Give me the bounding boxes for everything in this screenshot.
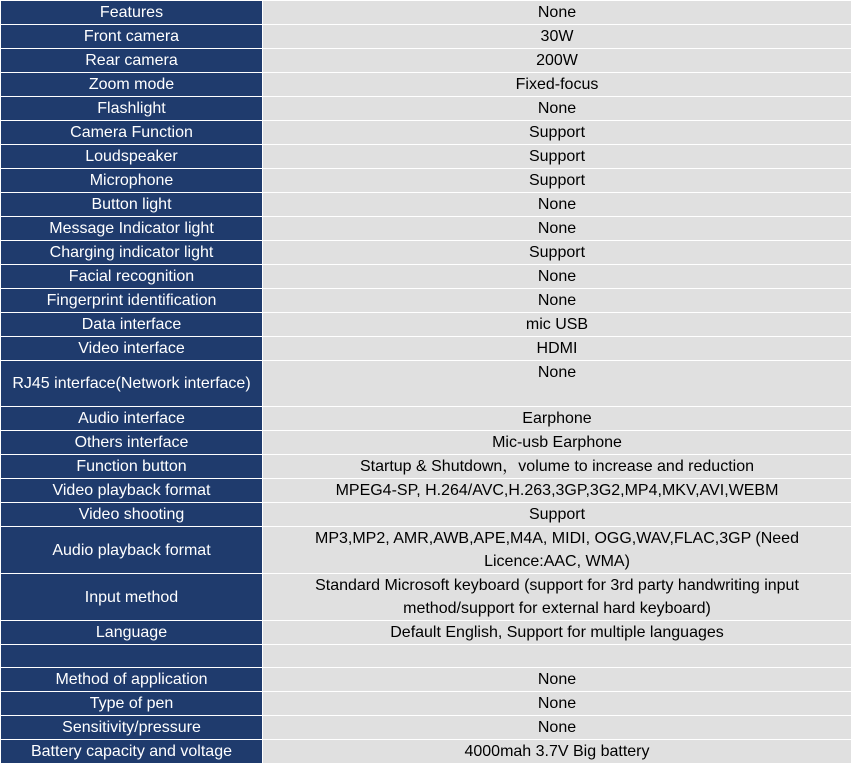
spec-label: Video shooting [1, 503, 263, 527]
spec-label: Data interface [1, 313, 263, 337]
spec-label: Button light [1, 193, 263, 217]
spec-label: Function button [1, 455, 263, 479]
spec-value: Standard Microsoft keyboard (support for 3rd party handwriting input method/support for external hard keyboard) [263, 574, 851, 621]
spec-value: 200W [263, 49, 851, 73]
table-row [1, 73, 851, 97]
spec-value: MP3,MP2, AMR,AWB,APE,M4A, MIDI, OGG,WAV,FLAC,3GP (Need Licence:AAC, WMA) [263, 527, 851, 574]
table-row [1, 25, 851, 49]
spec-label: Charging indicator light [1, 241, 263, 265]
spec-label: Audio interface [1, 407, 263, 431]
spec-value: 4000mah 3.7V Big battery [263, 740, 851, 764]
spec-value: None [263, 265, 851, 289]
spec-value: None [263, 193, 851, 217]
spec-label: RJ45 interface(Network interface) [1, 361, 263, 407]
table-row [1, 503, 851, 527]
spec-value: Support [263, 503, 851, 527]
spec-label: Language [1, 621, 263, 645]
table-row [1, 193, 851, 217]
spec-value: None [263, 289, 851, 313]
table-row [1, 740, 851, 764]
spec-label: Rear camera [1, 49, 263, 73]
spec-value: Fixed-focus [263, 73, 851, 97]
spec-value: Startup & Shutdown，volume to increase and reduction [263, 455, 851, 479]
table-row [1, 337, 851, 361]
table-row [1, 169, 851, 193]
spec-value: Earphone [263, 407, 851, 431]
spec-label: Type of pen [1, 692, 263, 716]
table-row [1, 574, 851, 621]
spec-label: Fingerprint identification [1, 289, 263, 313]
spec-label: Loudspeaker [1, 145, 263, 169]
spec-value: Support [263, 121, 851, 145]
spec-value: HDMI [263, 337, 851, 361]
spec-label: Method of application [1, 668, 263, 692]
spec-label: Battery capacity and voltage [1, 740, 263, 764]
spec-label: Sensitivity/pressure [1, 716, 263, 740]
spec-value: mic USB [263, 313, 851, 337]
table-row [1, 527, 851, 574]
spec-value: 30W [263, 25, 851, 49]
spec-value: None [263, 668, 851, 692]
spec-label: Flashlight [1, 97, 263, 121]
spec-label: Message Indicator light [1, 217, 263, 241]
table-row [1, 145, 851, 169]
table-row [1, 217, 851, 241]
table-row [1, 407, 851, 431]
spec-value: Support [263, 241, 851, 265]
spec-label: Features [1, 1, 263, 25]
spec-value: None [263, 97, 851, 121]
spec-value: Default English, Support for multiple languages [263, 621, 851, 645]
spec-value: None [263, 1, 851, 25]
spec-label: Camera Function [1, 121, 263, 145]
table-row [1, 621, 851, 645]
spec-label: Microphone [1, 169, 263, 193]
table-row-empty [1, 645, 851, 668]
spec-label: Video interface [1, 337, 263, 361]
spec-value: None [263, 361, 851, 407]
table-row [1, 692, 851, 716]
table-row [1, 313, 851, 337]
spec-value: Support [263, 145, 851, 169]
spec-label: Video playback format [1, 479, 263, 503]
table-row [1, 716, 851, 740]
table-row [1, 97, 851, 121]
spec-label: Facial recognition [1, 265, 263, 289]
spec-value: None [263, 217, 851, 241]
spec-label: Input method [1, 574, 263, 621]
table-row [1, 479, 851, 503]
table-row [1, 289, 851, 313]
table-row [1, 49, 851, 73]
table-row [1, 1, 851, 25]
table-row [1, 265, 851, 289]
spec-table-body [1, 1, 851, 764]
table-row [1, 455, 851, 479]
spec-label: Audio playback format [1, 527, 263, 574]
spec-value: Mic-usb Earphone [263, 431, 851, 455]
spec-value: MPEG4-SP, H.264/AVC,H.263,3GP,3G2,MP4,MKV,AVI,WEBM [263, 479, 851, 503]
spec-label: Others interface [1, 431, 263, 455]
table-row [1, 668, 851, 692]
table-row [1, 121, 851, 145]
spec-value [263, 645, 851, 668]
table-row [1, 241, 851, 265]
spec-value: None [263, 716, 851, 740]
spec-label: Front camera [1, 25, 263, 49]
spec-label [1, 645, 263, 668]
spec-value: None [263, 692, 851, 716]
table-row [1, 361, 851, 407]
spec-value: Support [263, 169, 851, 193]
spec-label: Zoom mode [1, 73, 263, 97]
table-row [1, 431, 851, 455]
